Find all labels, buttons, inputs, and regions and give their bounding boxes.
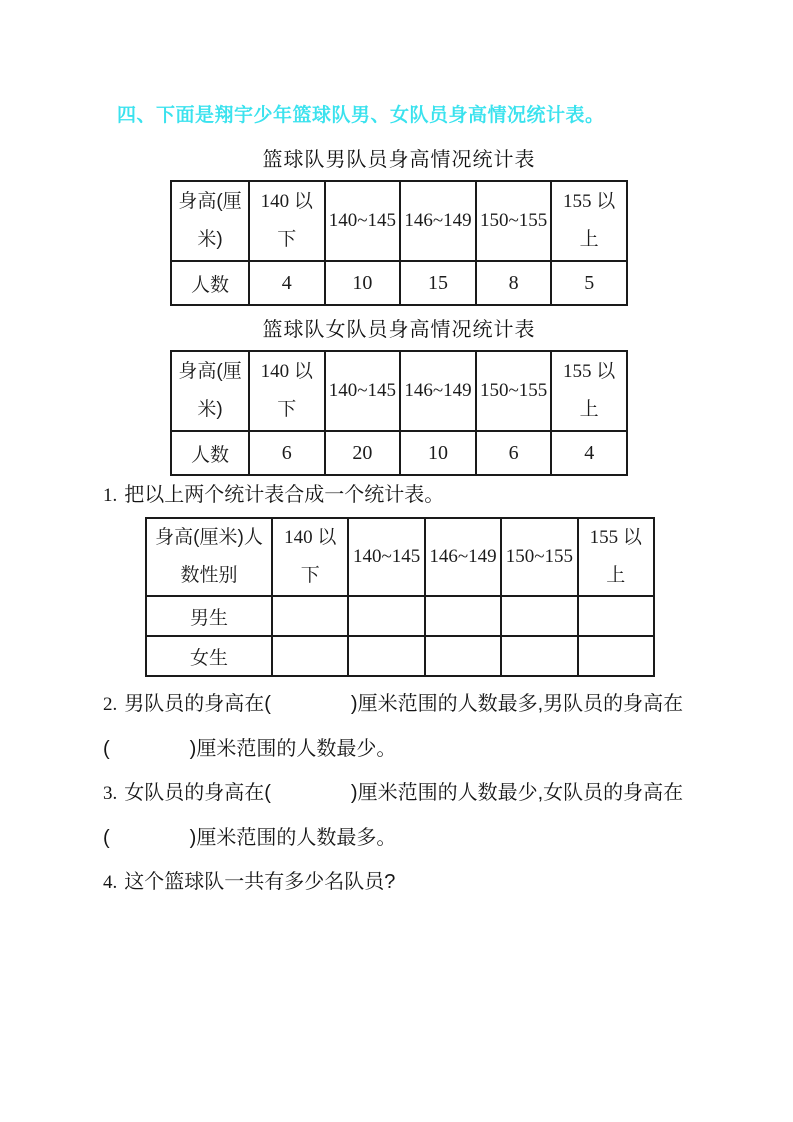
table-cell: 20 xyxy=(325,431,401,475)
answer-cell xyxy=(272,596,348,636)
column-header: 155 以上 xyxy=(551,351,627,431)
worksheet-content xyxy=(103,104,703,896)
row-header-girls: 女生 xyxy=(146,636,272,676)
question-3-text-line2: ( )厘米范围的人数最多。 xyxy=(103,827,397,849)
table-cell: 6 xyxy=(249,431,325,475)
girls-table-data-row xyxy=(171,431,627,475)
answer-cell xyxy=(272,636,348,676)
question-4-number: 4. xyxy=(103,872,118,893)
question-2-number: 2. xyxy=(103,694,118,715)
column-header: 140~145 xyxy=(348,518,424,596)
question-1-text: 把以上两个统计表合成一个统计表。 xyxy=(124,484,445,506)
answer-cell xyxy=(578,596,654,636)
combined-table-boys-row xyxy=(146,596,654,636)
column-header: 155 以上 xyxy=(578,518,654,596)
table-cell: 15 xyxy=(400,261,476,305)
boys-table-header-row xyxy=(171,181,627,261)
column-header: 140 以下 xyxy=(249,181,325,261)
row-header-count: 人数 xyxy=(171,261,249,305)
boys-table-data-row xyxy=(171,261,627,305)
question-2-text-line1: 男队员的身高在( )厘米范围的人数最多,男队员的身高在 xyxy=(124,693,684,715)
column-header: 140~145 xyxy=(325,351,401,431)
question-4 xyxy=(103,869,703,896)
combined-table-girls-row xyxy=(146,636,654,676)
question-3-line1 xyxy=(103,780,703,807)
column-header: 150~155 xyxy=(476,181,552,261)
question-3-text-line1: 女队员的身高在( )厘米范围的人数最少,女队员的身高在 xyxy=(124,782,684,804)
column-header: 140 以下 xyxy=(249,351,325,431)
row-header-height: 身高(厘米) xyxy=(171,351,249,431)
question-4-text: 这个篮球队一共有多少名队员? xyxy=(124,871,396,893)
answer-cell xyxy=(578,636,654,676)
column-header: 150~155 xyxy=(476,351,552,431)
boys-table-block xyxy=(170,148,628,306)
column-header: 146~149 xyxy=(400,181,476,261)
boys-table-title: 篮球队男队员身高情况统计表 xyxy=(262,149,536,171)
row-header-height-gender: 身高(厘米)人数性别 xyxy=(146,518,272,596)
girls-table-header-row xyxy=(171,351,627,431)
section-heading: 四、下面是翔宇少年篮球队男、女队员身高情况统计表。 xyxy=(117,105,605,126)
column-header: 140~145 xyxy=(325,181,401,261)
table-cell: 10 xyxy=(325,261,401,305)
table-cell: 6 xyxy=(476,431,552,475)
question-1 xyxy=(103,482,703,509)
column-header: 150~155 xyxy=(501,518,577,596)
answer-cell xyxy=(501,596,577,636)
column-header: 155 以上 xyxy=(551,181,627,261)
table-cell: 4 xyxy=(551,431,627,475)
answer-cell xyxy=(425,636,501,676)
table-cell: 4 xyxy=(249,261,325,305)
answer-cell xyxy=(501,636,577,676)
row-header-height: 身高(厘米) xyxy=(171,181,249,261)
question-3-number: 3. xyxy=(103,783,118,804)
column-header: 146~149 xyxy=(400,351,476,431)
question-2-line1 xyxy=(103,691,703,718)
table-cell: 8 xyxy=(476,261,552,305)
table-cell: 10 xyxy=(400,431,476,475)
column-header: 140 以下 xyxy=(272,518,348,596)
column-header: 146~149 xyxy=(425,518,501,596)
girls-table xyxy=(170,350,628,476)
question-2-text-line2: ( )厘米范围的人数最少。 xyxy=(103,738,397,760)
row-header-count: 人数 xyxy=(171,431,249,475)
girls-table-title: 篮球队女队员身高情况统计表 xyxy=(262,319,536,341)
question-3-line2 xyxy=(103,825,703,851)
girls-table-block xyxy=(170,318,628,476)
row-header-boys: 男生 xyxy=(146,596,272,636)
table-cell: 5 xyxy=(551,261,627,305)
combined-table xyxy=(145,517,655,677)
boys-table xyxy=(170,180,628,306)
answer-cell xyxy=(348,636,424,676)
question-1-number: 1. xyxy=(103,485,118,506)
answer-cell xyxy=(348,596,424,636)
question-2-line2 xyxy=(103,736,703,762)
answer-cell xyxy=(425,596,501,636)
combined-table-header-row xyxy=(146,518,654,596)
